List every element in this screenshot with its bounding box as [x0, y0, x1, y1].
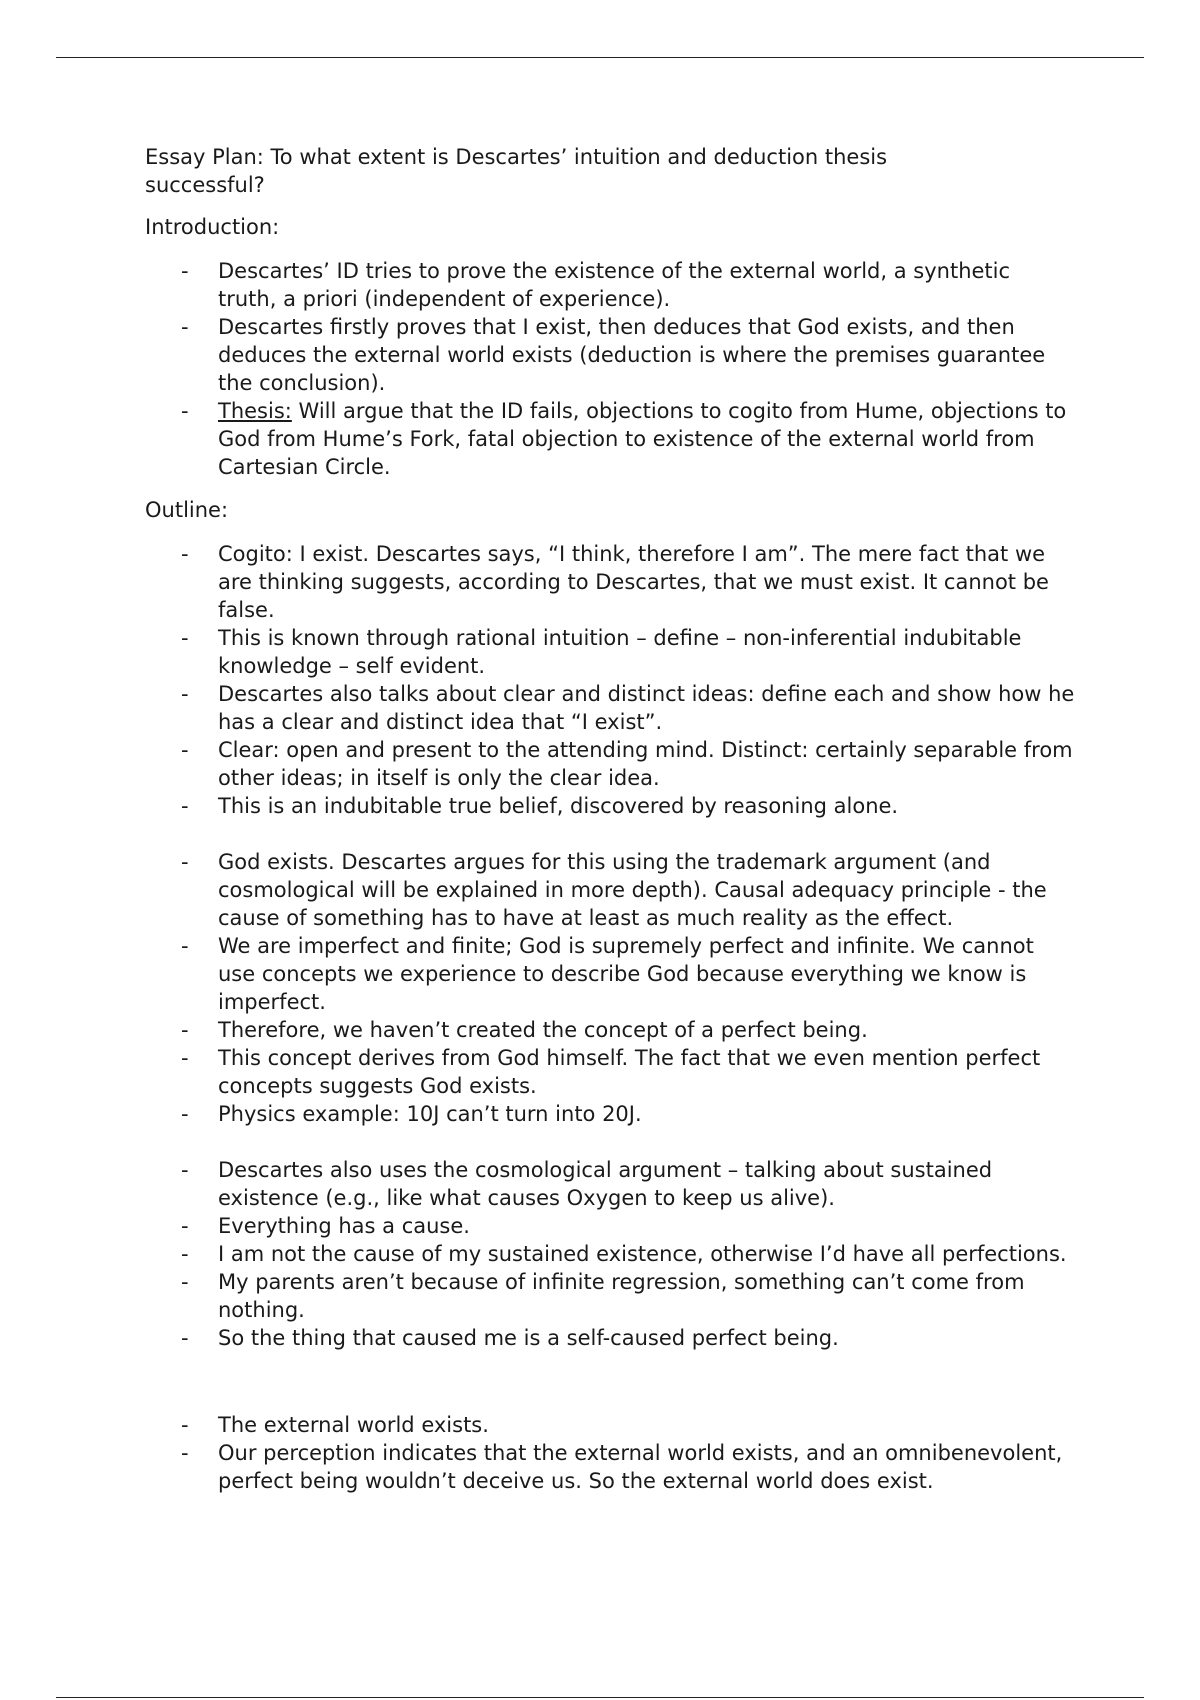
- list-item: [145, 1044, 1075, 1100]
- outline-list: [145, 540, 1075, 1495]
- dash-bullet: -: [181, 794, 189, 818]
- list-item: [145, 1240, 1075, 1268]
- list-item: [145, 397, 1075, 481]
- dash-bullet: -: [181, 934, 189, 958]
- list-item-text: Our perception indicates that the external world exists, and an omnibenevolent, perfect being wouldn’t deceive us. So the external world does exist.: [218, 1441, 1063, 1493]
- list-item: [145, 1411, 1075, 1439]
- list-item-text: Descartes’ ID tries to prove the existence of the external world, a synthetic truth, a priori (independent of experience).: [218, 259, 1011, 311]
- bottom-rule: [56, 1697, 1144, 1698]
- list-item-text: Therefore, we haven’t created the concept of a perfect being.: [218, 1018, 868, 1042]
- dash-bullet: -: [181, 399, 189, 423]
- list-item: [145, 1156, 1075, 1212]
- list-item: [145, 313, 1075, 397]
- list-item: [145, 1324, 1075, 1352]
- list-item: [145, 1100, 1075, 1128]
- dash-bullet: -: [181, 542, 189, 566]
- introduction-list: [145, 257, 1075, 481]
- list-item-text: So the thing that caused me is a self-caused perfect being.: [218, 1326, 839, 1350]
- dash-bullet: -: [181, 1413, 189, 1437]
- list-item: [145, 1016, 1075, 1044]
- list-item: [145, 848, 1075, 932]
- dash-bullet: -: [181, 1046, 189, 1070]
- document-body: [145, 143, 1075, 1495]
- list-item-text: Will argue that the ID fails, objections to cogito from Hume, objections to God from Hume’s Fork, fatal objection to existence of the external world from Cartesian Circle.: [218, 399, 1067, 479]
- list-item-text: Descartes firstly proves that I exist, then deduces that God exists, and then deduces the external world exists (deduction is where the premises guarantee the conclusion).: [218, 315, 1046, 395]
- list-item-text: I am not the cause of my sustained existence, otherwise I’d have all perfections.: [218, 1242, 1067, 1266]
- thesis-label: Thesis:: [218, 399, 292, 423]
- list-item-text: Clear: open and present to the attending mind. Distinct: certainly separable from other ideas; in itself is only the clear idea.: [218, 738, 1073, 790]
- dash-bullet: -: [181, 1102, 189, 1126]
- dash-bullet: -: [181, 1326, 189, 1350]
- list-item: [145, 1212, 1075, 1240]
- list-item-text: We are imperfect and finite; God is supremely perfect and infinite. We cannot use concepts we experience to describe God because everything we know is imperfect.: [218, 934, 1034, 1014]
- dash-bullet: -: [181, 259, 189, 283]
- dash-bullet: -: [181, 682, 189, 706]
- list-item: [145, 736, 1075, 792]
- list-item-text: This concept derives from God himself. The fact that we even mention perfect concepts suggests God exists.: [218, 1046, 1041, 1098]
- list-item-text: God exists. Descartes argues for this using the trademark argument (and cosmological will be explained in more depth). Causal adequacy principle - the cause of something has to have at least as much reality as the effect.: [218, 850, 1047, 930]
- document-title: Essay Plan: To what extent is Descartes’ intuition and deduction thesis successful?: [145, 145, 888, 197]
- dash-bullet: -: [181, 1270, 189, 1294]
- list-item-text: The external world exists.: [218, 1413, 489, 1437]
- list-item-text: This is known through rational intuition – define – non-inferential indubitable knowledge – self evident.: [218, 626, 1022, 678]
- list-item-text: Descartes also uses the cosmological argument – talking about sustained existence (e.g., like what causes Oxygen to keep us alive).: [218, 1158, 993, 1210]
- list-item: [145, 624, 1075, 680]
- dash-bullet: -: [181, 1018, 189, 1042]
- list-item: [145, 932, 1075, 1016]
- list-item: [145, 1268, 1075, 1324]
- list-item-text: My parents aren’t because of infinite regression, something can’t come from nothing.: [218, 1270, 1025, 1322]
- list-item: [145, 680, 1075, 736]
- list-item: [145, 540, 1075, 624]
- top-rule: [56, 57, 1144, 58]
- list-item-text: Physics example: 10J can’t turn into 20J.: [218, 1102, 642, 1126]
- list-item: [145, 257, 1075, 313]
- introduction-heading: Introduction:: [145, 215, 280, 239]
- list-item-text: Everything has a cause.: [218, 1214, 470, 1238]
- dash-bullet: -: [181, 315, 189, 339]
- outline-heading: Outline:: [145, 498, 229, 522]
- list-item-text: Descartes also talks about clear and distinct ideas: define each and show how he has a clear and distinct idea that “I exist”.: [218, 682, 1075, 734]
- dash-bullet: -: [181, 1158, 189, 1182]
- dash-bullet: -: [181, 850, 189, 874]
- list-item-text: Cogito: I exist. Descartes says, “I think, therefore I am”. The mere fact that we are thinking suggests, according to Descartes, that we must exist. It cannot be false.: [218, 542, 1049, 622]
- list-item-text: This is an indubitable true belief, discovered by reasoning alone.: [218, 794, 899, 818]
- dash-bullet: -: [181, 738, 189, 762]
- list-item: [145, 1439, 1075, 1495]
- dash-bullet: -: [181, 1214, 189, 1238]
- list-item: [145, 792, 1075, 820]
- dash-bullet: -: [181, 626, 189, 650]
- dash-bullet: -: [181, 1242, 189, 1266]
- dash-bullet: -: [181, 1441, 189, 1465]
